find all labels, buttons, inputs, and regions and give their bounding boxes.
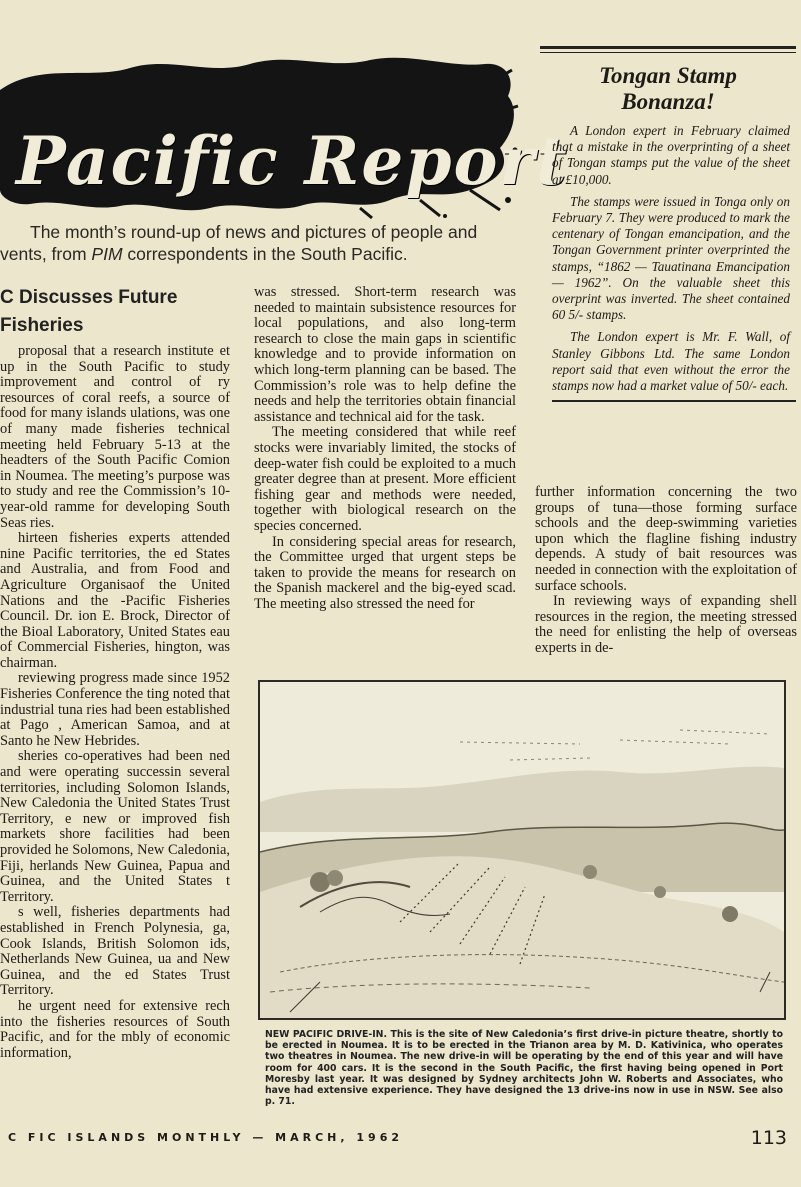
article-paragraph: further information concerning the two groups of tuna—those forming surface schools and the deep-swimming varieties upon which the flagline fishing industry depends. A study of bait resources was needed in connection with the exploitation of surface schools. [535, 484, 797, 594]
article-paragraph: was stressed. Short-term research was needed to maintain subsistence resources for local populations, and also long-term research to close the main gaps in scientific knowledge and to provide information on which long-term planning can be based. The Commission’s role was to help define the needs and help the territories obtain financial assistance and technical aid for the task. [254, 284, 516, 425]
sidebar-paragraph: A London expert in February claimed that a mistake in the overprinting of a sheet of Tongan stamps put the value of the sheet at £10,000. [552, 123, 790, 187]
masthead [0, 50, 569, 220]
caption-text: This is the site of New Caledonia’s first drive-in picture theatre, shortly to be erected in Noumea. It is to be erected in the Trianon area by M. D. Kativinica, who operates two theatres in Noumea. The new drive-in will be operating by the end of this year and will have room for 400 cars. It is the second in the South Pacific, the first having being opened in Port Moresby last year. It was designed by Sydney architects John W. Roberts and Associates, who have had extensive experience. They have designed the 13 drive-ins now in use in NSW. See also p. 71. [265, 1029, 783, 1108]
article-heading: C Discusses Future Fisheries [0, 287, 178, 336]
page-number: 113 [750, 1127, 787, 1149]
subtitle-line-2: vents, from PIM correspondents in the South Pacific. [0, 244, 408, 264]
article-paragraph: reviewing progress made since 1952 Fisheries Conference the ting noted that industrial tuna ries had been established at Pago , American Samoa, and at Santo he New Hebrides. [0, 670, 230, 749]
sidebar-paragraph: The London expert is Mr. F. Wall, of Stanley Gibbons Ltd. The same London report said that even without the error the stamps now had a market value of 50/- each. [552, 329, 790, 394]
article-column-2 [254, 285, 516, 612]
sidebar-stamp-story [540, 46, 796, 402]
article-paragraph: he urgent need for extensive rech into the fisheries resources of South Pacific, and for the mbly of economic information, [0, 997, 230, 1061]
article-paragraph: proposal that a research institute et up in the South Pacific to study improvement and control of ry resources of coral reefs, a source of food for many islands ulations, was one of many made fisheries technical meeting held February 5-13 at the headters of the South Pacific Comion in Noumea. The meeting’s purpose was to study and ree the Commission’s 10-year-old ramme for developing South Seas ries. [0, 343, 230, 531]
drive-in-site-photo [258, 680, 786, 1020]
article-column-3 [535, 485, 797, 657]
page-footer [0, 1127, 801, 1151]
sidebar-headline: Tongan Stamp Bonanza! [599, 63, 737, 114]
article-paragraph: The meeting considered that while reef stocks were invariably limited, the stocks of deep-water fish could be exploited to a much greater degree than at present. More efficient fishing gear and methods were needed, together with biological research on the species concerned. [254, 424, 516, 534]
footer-publication: C FIC ISLANDS MONTHLY — MARCH, 1962 [8, 1131, 404, 1144]
site-sketch-illustration [260, 682, 784, 1018]
article-paragraph: hirteen fisheries experts attended nine Pacific territories, the ed States and Australia, and from Food and Agriculture Organisaof the United Nations and the -Pacific Fisheries Council. Dr. ion E. Brock, Director of the Bioal Laboratory, United States eau of Commercial Fisheries, hington, was chairman. [0, 530, 230, 671]
subtitle-line-1: The month’s round-up of news and pictures of people and [30, 222, 478, 242]
sidebar-paragraph: The stamps were issued in Tonga only on February 7. They were produced to mark the centenary of Tongan emancipation, and the Tongan Government printer overprinted the stamps, “1862 — Tauatinana Emancipation — 1962”. On the valuable sheet this overprint was inverted. The sheet contained 60 5/- stamps. [552, 193, 790, 323]
caption-lead: NEW PACIFIC DRIVE-IN. [265, 1029, 387, 1040]
masthead-title: Pacific Report [16, 122, 569, 200]
sidebar-top-rule [540, 46, 796, 53]
article-paragraph: s well, fisheries departments had established in French Polynesia, ga, Cook Islands, British Solomon ids, Netherlands New Guinea, ua and New Guinea, and the ed States Trust Territory. [0, 904, 230, 999]
photo-caption [265, 1029, 783, 1107]
page-subtitle [0, 221, 520, 265]
sidebar-bottom-rule [552, 400, 796, 402]
article-paragraph: In considering special areas for research, the Committee urged that urgent steps be taken to provide the means for research on the Spanish mackerel and the big-eyed scad. The meeting also stressed the need for [254, 533, 516, 612]
article-paragraph: In reviewing ways of expanding shell resources in the region, the meeting stressed the need for enlisting the help of overseas experts in de- [535, 593, 797, 656]
article-column-1 [0, 284, 230, 1061]
article-paragraph: sheries co-operatives had been ned and were operating successin several territories, including Solomon Islands, New Caledonia the United States Trust Territory, e new or improved fish markets shore facilities had been provided he Solomons, New Caledonia, Fiji, herlands New Guinea, Papua and Guinea, and the United States t Territory. [0, 748, 230, 905]
